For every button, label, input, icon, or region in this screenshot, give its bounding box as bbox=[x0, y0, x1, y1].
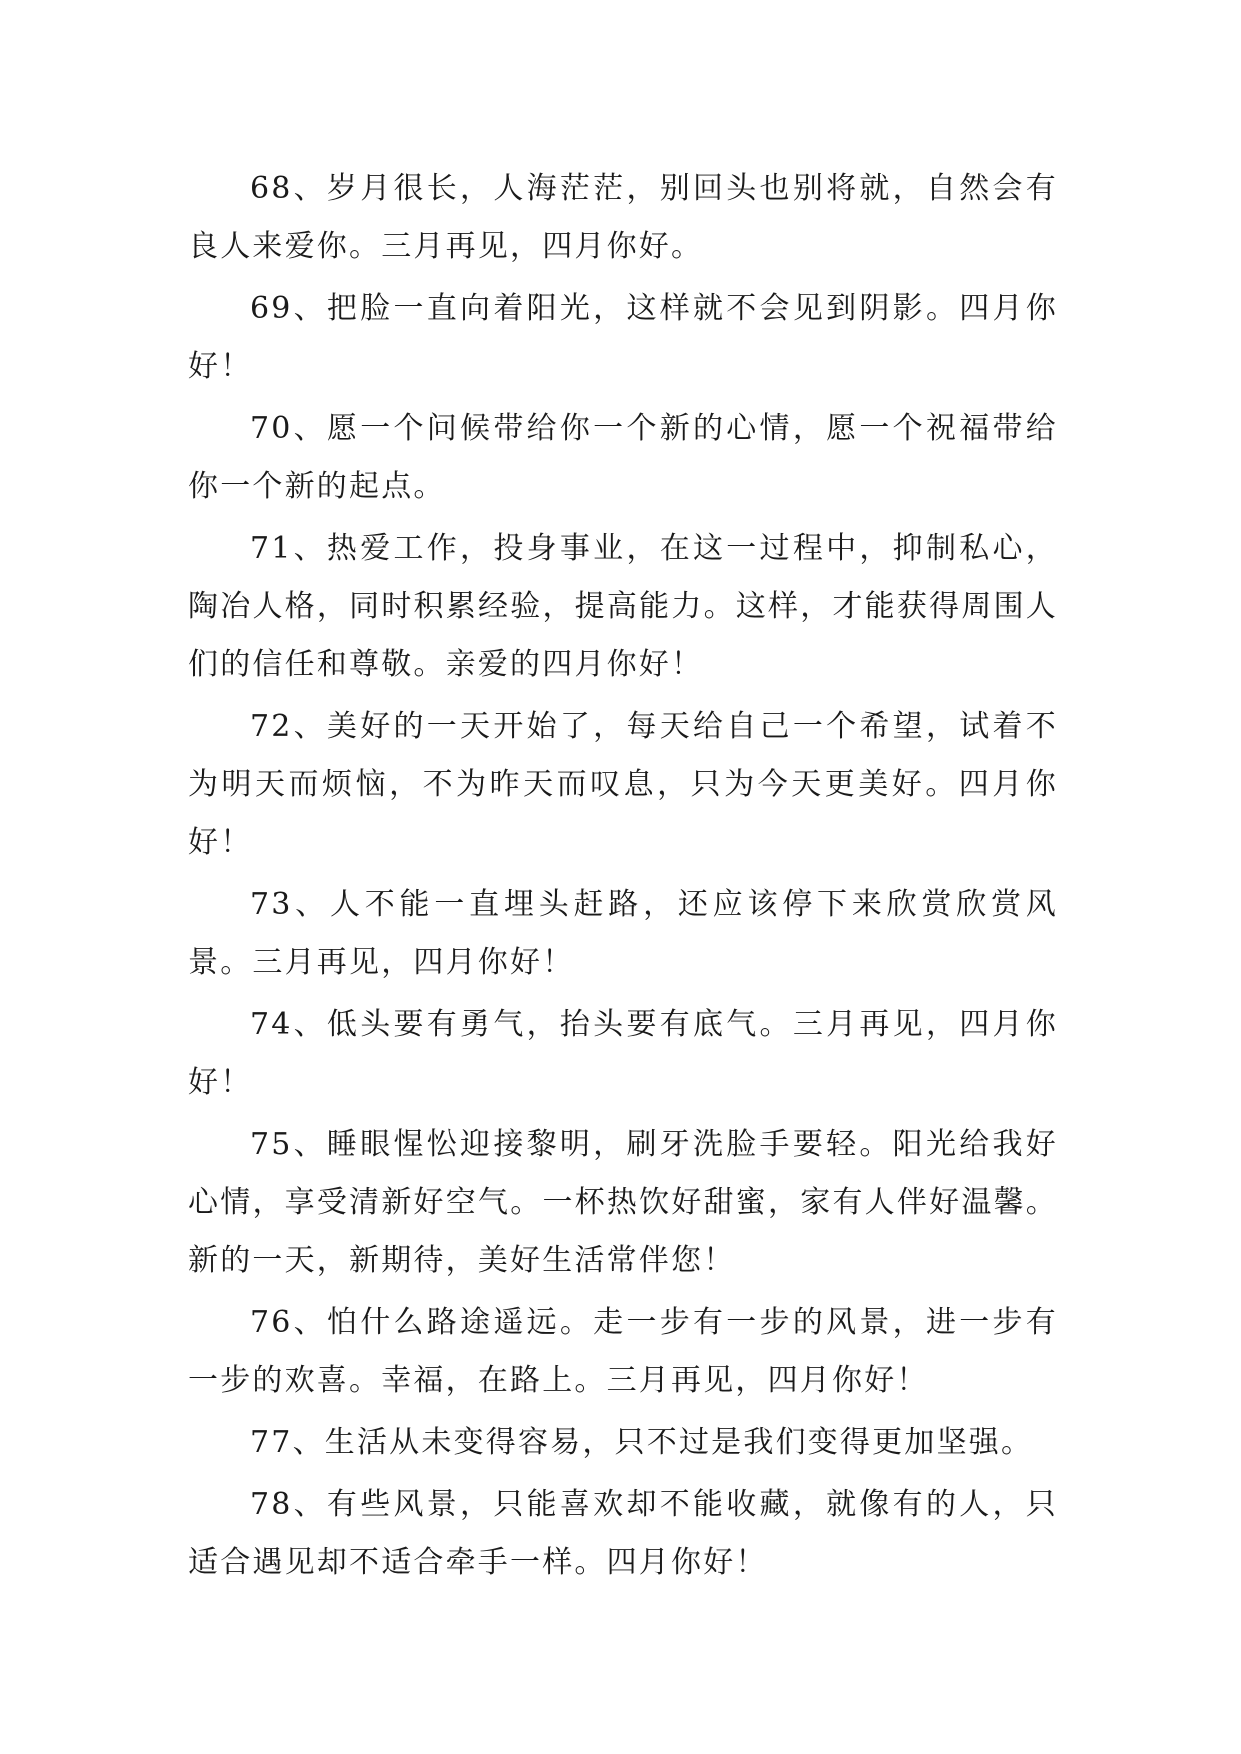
paragraph-69: 69、把脸一直向着阳光，这样就不会见到阴影。四月你好！ bbox=[188, 291, 1058, 384]
paragraph-70: 70、愿一个问候带给你一个新的心情，愿一个祝福带给你一个新的起点。 bbox=[188, 411, 1058, 504]
paragraph-77: 77、生活从未变得容易，只不过是我们变得更加坚强。 bbox=[250, 1425, 1034, 1460]
paragraph-75: 75、睡眼惺忪迎接黎明，刷牙洗脸手要轻。阳光给我好心情，享受清新好空气。一杯热饮好甜蜜，家有人伴好温馨。新的一天，新期待，美好生活常伴您！ bbox=[188, 1127, 1058, 1278]
paragraph-71: 71、热爱工作，投身事业，在这一过程中，抑制私心，陶冶人格，同时积累经验，提高能力。这样，才能获得周围人们的信任和尊敬。亲爱的四月你好！ bbox=[188, 531, 1058, 682]
paragraph-74: 74、低头要有勇气，抬头要有底气。三月再见，四月你好！ bbox=[188, 1007, 1058, 1100]
paragraph-68: 68、岁月很长，人海茫茫，别回头也别将就，自然会有良人来爱你。三月再见，四月你好。 bbox=[188, 171, 1058, 264]
paragraph-76: 76、怕什么路途遥远。走一步有一步的风景，进一步有一步的欢喜。幸福，在路上。三月再见，四月你好！ bbox=[188, 1305, 1058, 1398]
paragraph-78: 78、有些风景，只能喜欢却不能收藏，就像有的人，只适合遇见却不适合牵手一样。四月你好！ bbox=[188, 1487, 1058, 1580]
paragraph-73: 73、人不能一直埋头赶路，还应该停下来欣赏欣赏风景。三月再见，四月你好！ bbox=[188, 887, 1058, 980]
paragraph-72: 72、美好的一天开始了，每天给自己一个希望，试着不为明天而烦恼，不为昨天而叹息，只为今天更美好。四月你好！ bbox=[188, 709, 1058, 860]
document-body bbox=[188, 160, 1058, 1596]
